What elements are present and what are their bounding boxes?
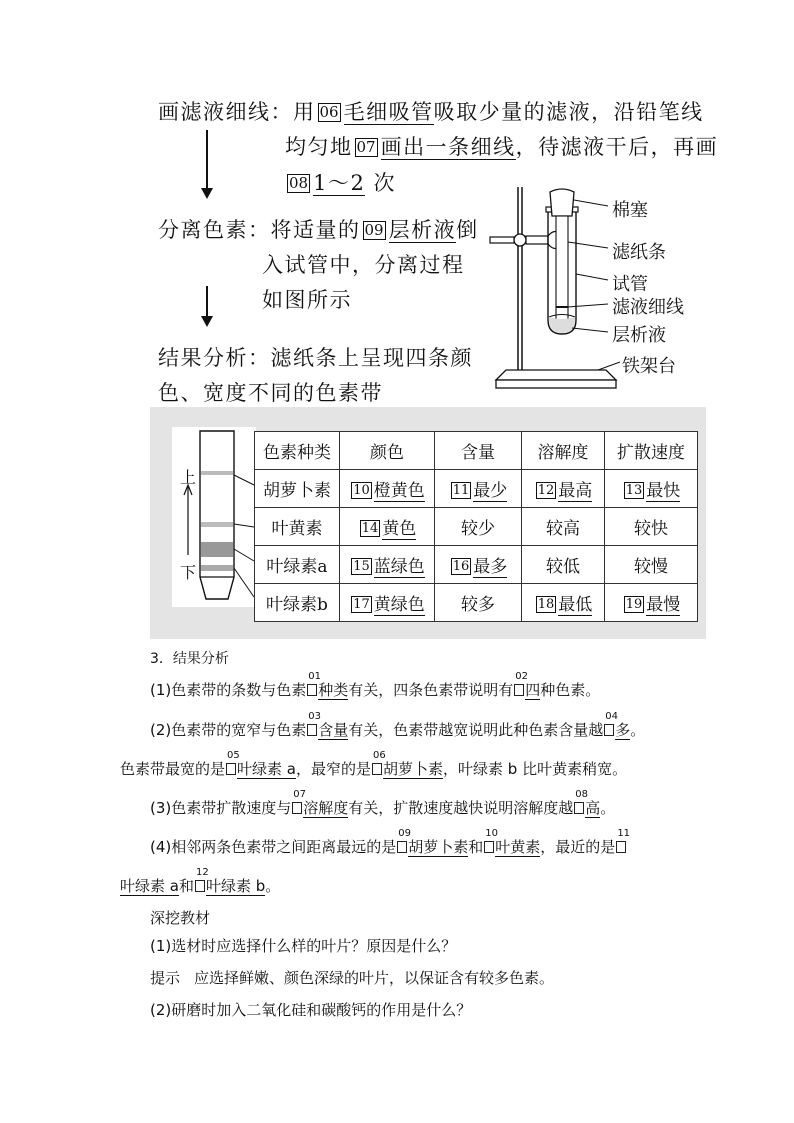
blank-number: 12: [537, 483, 555, 498]
text: ，最窄的是: [295, 760, 371, 778]
table-cell: [605, 470, 698, 508]
blank-number: 08: [575, 789, 589, 800]
blank-box: [195, 867, 209, 892]
label-filter-strip: 滤纸条: [612, 242, 666, 263]
blank-number: 08: [289, 174, 309, 192]
answer-blank: 橙黄色: [373, 481, 425, 501]
text: 有关，色素带越宽说明此种色素含量越: [348, 721, 604, 739]
answer-blank: 种类: [318, 681, 349, 699]
answer-blank: 最高: [558, 481, 593, 501]
text: (4)相邻两条色素带之间距离最远的是: [150, 838, 397, 856]
blank-number: 10: [485, 828, 499, 839]
blank-number: 06: [373, 750, 386, 761]
text: 和: [468, 838, 484, 856]
table-header-row: [255, 432, 698, 470]
blank-number: 18: [537, 597, 555, 612]
blank-number: 14: [361, 521, 379, 536]
blank-number: 16: [452, 559, 470, 574]
iron-stand-base: [496, 370, 616, 380]
table-cell: 较低: [522, 546, 605, 584]
blank-number: 15: [353, 559, 370, 574]
label-top: 上: [180, 468, 197, 487]
blank-number: 01: [308, 671, 321, 682]
table-cell: [522, 584, 605, 622]
text: 有关，四条色素带说明有: [348, 681, 514, 699]
flow-arrow-head-2: [201, 316, 213, 327]
answer-blank: 最多: [473, 557, 508, 577]
clamp-arm: [526, 236, 548, 244]
flow-arrow-shaft-2: [206, 286, 208, 318]
answer-blank: 黄色: [382, 519, 417, 539]
step-separate-line-3: 如图所示: [262, 288, 352, 312]
blank-number: 04: [605, 711, 619, 722]
answer-blank: 黄绿色: [373, 595, 425, 615]
blank-box: [372, 750, 386, 775]
table-cell: 较慢: [605, 546, 698, 584]
blank-box: [226, 750, 240, 775]
step-draw-line-1: [158, 96, 704, 126]
text: 。: [265, 877, 281, 895]
blank-box: [484, 828, 499, 853]
text: 倒: [456, 218, 479, 242]
blank-box: [307, 711, 321, 736]
analysis-p4-line2: [120, 867, 281, 896]
label-solvent: 层析液: [612, 325, 666, 346]
iron-stand-base-bottom: [496, 380, 616, 388]
text: 有关，扩散速度越快说明溶解度越: [348, 799, 574, 817]
section-title: 3．结果分析: [150, 651, 229, 667]
blank-box: [604, 711, 619, 736]
answer-blank: 画出一条细线: [380, 135, 516, 159]
blank-number: 07: [293, 789, 306, 800]
blank-box: [397, 828, 411, 853]
text: 。: [630, 721, 646, 739]
cotton-plug: [550, 189, 574, 216]
chromatography-apparatus: [486, 182, 726, 394]
blank-number: 09: [364, 221, 384, 239]
blank-number: 02: [515, 671, 529, 682]
text: 应选择鲜嫩、颜色深绿的叶片，以保证含有较多色素。: [194, 969, 555, 987]
answer-1: [150, 967, 554, 988]
answer-blank: 层析液: [388, 218, 457, 242]
table-row: [255, 584, 698, 622]
text: ，最近的是: [540, 838, 616, 856]
step-result-line-2: 色、宽度不同的色素带: [158, 381, 383, 405]
label-cotton-plug: 棉塞: [612, 200, 648, 221]
answer-blank: 胡萝卜素: [383, 760, 444, 778]
step-separate-line-2: 入试管中，分离过程: [262, 253, 465, 277]
header-cell: 溶解度: [522, 432, 605, 470]
text: 种色素。: [540, 681, 601, 699]
blank-number: 11: [617, 828, 631, 839]
blank-number: 03: [308, 711, 321, 722]
question-1: (1)选材时应选择什么样的叶片？原因是什么？: [150, 937, 457, 955]
answer-blank: 最慢: [646, 595, 681, 615]
table-cell: [340, 546, 435, 584]
table-cell: [340, 470, 435, 508]
text: 吸取少量的滤液，沿铅笔线: [433, 100, 704, 124]
blank-number: 10: [353, 483, 370, 498]
answer-blank: 溶解度: [303, 799, 349, 817]
table-row: [255, 470, 698, 508]
step-draw-line-2: [285, 131, 718, 161]
flow-arrow-shaft: [206, 130, 208, 190]
table-cell: [340, 508, 435, 546]
band-xanthophyll: [201, 522, 233, 527]
text: 。: [600, 799, 616, 817]
table-cell: 较高: [522, 508, 605, 546]
label-filter-line: 滤液细线: [612, 297, 684, 318]
text: 色素带最宽的是: [120, 760, 226, 778]
blank-number: 06: [319, 103, 339, 121]
band-chlorophyll-b: [201, 565, 233, 571]
answer-blank: 最低: [558, 595, 593, 615]
text: (3)色素带扩散速度与: [150, 799, 292, 817]
table-cell: [605, 584, 698, 622]
blank-number: 11: [452, 483, 470, 498]
table-cell: [435, 470, 522, 508]
header-cell: 含量: [435, 432, 522, 470]
band-chlorophyll-a: [201, 542, 233, 557]
blank-number: 13: [625, 483, 643, 498]
chromatography-solvent: [549, 317, 575, 333]
header-cell: 颜色: [340, 432, 435, 470]
answer-blank: 最快: [646, 481, 681, 501]
blank-box: [307, 671, 321, 696]
blank-number: 19: [625, 597, 643, 612]
blank-box: [514, 671, 529, 696]
answer-blank: 蓝绿色: [373, 557, 425, 577]
step-draw-line-3: [285, 167, 396, 197]
table-row: [255, 546, 698, 584]
blank-number: 09: [398, 828, 411, 839]
analysis-p2: [150, 711, 646, 740]
answer-blank: 胡萝卜素: [408, 838, 469, 856]
clamp-screw: [490, 237, 514, 243]
text: ，叶绿素 b 比叶黄素稍宽。: [443, 760, 628, 778]
blank-number: 12: [195, 867, 209, 878]
label-bottom: 下: [180, 563, 197, 582]
table-cell: 较快: [605, 508, 698, 546]
text: (1)色素带的条数与色素: [150, 681, 307, 699]
table-cell: [522, 470, 605, 508]
table-cell: 叶绿素a: [255, 546, 340, 584]
blank-number: 17: [353, 597, 370, 612]
analysis-p1: [150, 671, 601, 700]
blank-number: 05: [227, 750, 240, 761]
table-cell: 较少: [435, 508, 522, 546]
table-row: [255, 508, 698, 546]
analysis-p3: [150, 789, 616, 818]
text: 和: [178, 877, 194, 895]
question-2: (2)研磨时加入二氧化硅和碳酸钙的作用是什么？: [150, 1001, 472, 1019]
label-iron-stand: 铁架台: [622, 356, 676, 377]
flow-arrow-head: [201, 188, 213, 199]
step-separate-line-1: [158, 214, 479, 244]
table-cell: [435, 546, 522, 584]
blank-box: [292, 789, 306, 814]
textbook-title: 深挖教材: [150, 909, 211, 927]
text: 分离色素：将适量的: [158, 218, 361, 242]
answer-blank: 1～2: [313, 171, 366, 195]
pigment-table: [254, 431, 698, 622]
table-cell: 叶绿素b: [255, 584, 340, 622]
answer-blank: 含量: [318, 721, 349, 739]
clamp-knob: [514, 234, 526, 246]
text: ，待滤液干后，再画: [515, 135, 719, 159]
band-carotene: [201, 471, 233, 475]
blank-number: 07: [356, 138, 376, 156]
blank-box: [616, 828, 631, 853]
table-cell: 胡萝卜素: [255, 470, 340, 508]
answer-blank: 叶绿素 b: [205, 877, 266, 895]
text: 画滤液细线：用: [158, 100, 316, 124]
label-test-tube: 试管: [612, 274, 648, 295]
answer-blank: 叶绿素 a: [237, 760, 296, 778]
text: 均匀地: [285, 135, 353, 159]
answer-blank: 高: [585, 799, 601, 817]
step-result-line-1: 结果分析：滤纸条上呈现四条颜: [158, 346, 473, 370]
hint-label: 提示: [150, 969, 181, 987]
text: 次: [373, 171, 397, 195]
answer-blank: 最少: [473, 481, 508, 501]
answer-blank: 叶绿素 a: [120, 877, 179, 895]
analysis-p2-line2: [120, 750, 628, 779]
answer-blank: 四: [525, 681, 541, 699]
header-cell: 扩散速度: [605, 432, 698, 470]
filter-strip: [200, 431, 234, 599]
analysis-p4: [150, 828, 631, 857]
header-cell: 色素种类: [255, 432, 340, 470]
text: (2)色素带的宽窄与色素: [150, 721, 307, 739]
table-cell: 较多: [435, 584, 522, 622]
answer-blank: 多: [615, 721, 631, 739]
answer-blank: 叶黄素: [495, 838, 541, 856]
blank-box: [574, 789, 589, 814]
table-cell: 叶黄素: [255, 508, 340, 546]
answer-blank: 毛细吸管: [343, 100, 434, 124]
table-cell: [340, 584, 435, 622]
